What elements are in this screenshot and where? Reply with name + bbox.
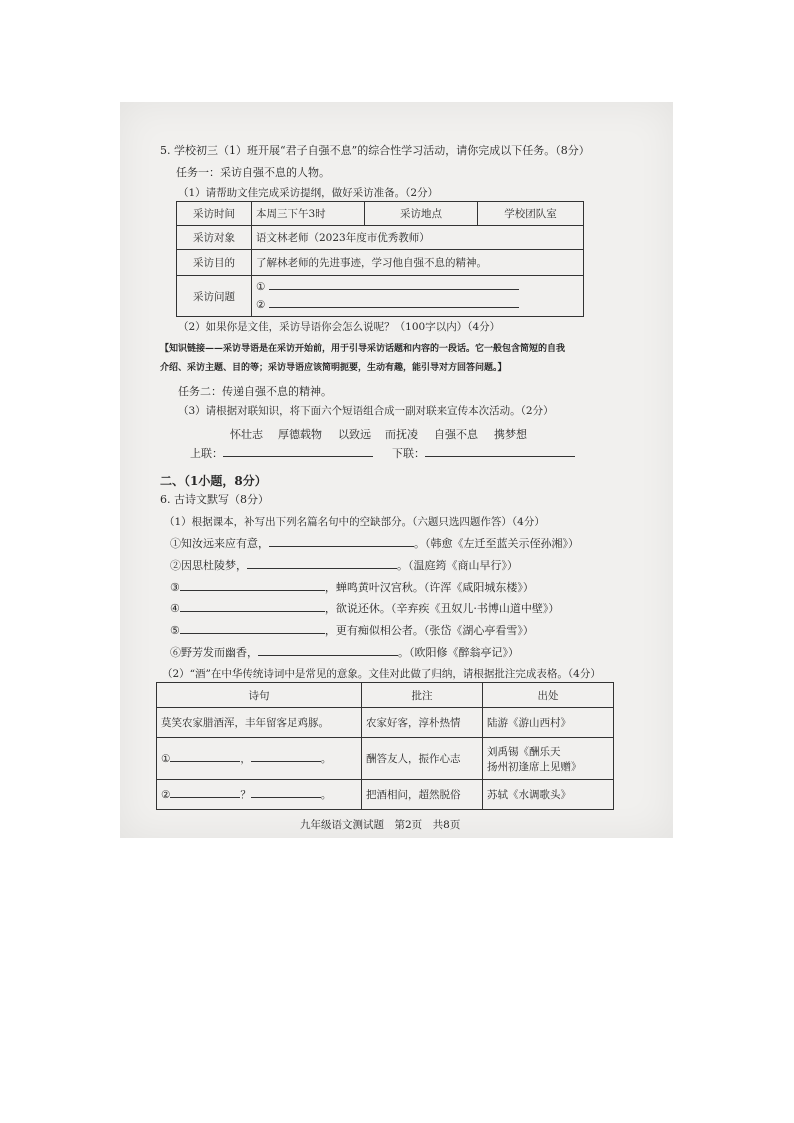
wine-row-3-note: 把酒相问，超然脱俗	[362, 780, 483, 810]
wine-row-3-source: 苏轼《水调歌头》	[483, 780, 614, 810]
purpose-label: 采访目的	[177, 250, 252, 276]
poem-line-6	[170, 645, 519, 660]
wine-row-3-mark: ②	[161, 789, 171, 801]
phrase-6: 携梦想	[494, 428, 527, 441]
wine-row-1-poem: 莫笑农家腊酒浑，丰年留客足鸡豚。	[157, 708, 362, 738]
poem-line-2-pre: ②因思杜陵梦，	[170, 559, 247, 572]
question-1-blank[interactable]	[269, 279, 519, 290]
poem-line-2-post: 。（温庭筠《商山早行》）	[397, 559, 518, 572]
q5-sub2: （2）如果你是文佳，采访导语你会怎么说呢？（100字以内）（4分）	[178, 321, 501, 333]
wine-header-note: 批注	[362, 683, 483, 708]
time-label: 采访时间	[177, 202, 252, 226]
wine-row-2-source-l1: 刘禹锡《酬乐天	[487, 745, 561, 758]
person-value: 语文林老师（2023年度市优秀教师）	[252, 226, 584, 250]
wine-row-2-blank-b[interactable]	[251, 751, 321, 762]
phrase-4: 而抚凌	[385, 428, 418, 441]
wine-row-3-blank-a[interactable]	[170, 787, 240, 798]
wine-row-2-sep2: 。	[320, 753, 332, 765]
poem-line-1	[170, 536, 579, 551]
wine-header-poem: 诗句	[157, 683, 362, 708]
poem-line-5-blank[interactable]	[180, 623, 325, 634]
place-value: 学校团队室	[478, 202, 584, 226]
poem-line-3-post: ，蝉鸣黄叶汉宫秋。（许浑《咸阳城东楼》）	[324, 581, 534, 594]
knowledge-line-2: 介绍、采访主题、目的等；采访导语应该简明扼要，生动有趣，能引导对方回答问题。】	[160, 363, 507, 373]
person-label: 采访对象	[177, 226, 252, 250]
wine-row-2-mark: ①	[161, 753, 171, 765]
poem-line-1-pre: ①知汝远来应有意，	[170, 537, 269, 550]
interview-table	[176, 201, 584, 317]
poem-line-6-post: 。（欧阳修《醉翁亭记》）	[398, 646, 519, 659]
q5-title: 5. 学校初三（1）班开展“君子自强不息”的综合性学习活动，请你完成以下任务。（8分）	[160, 144, 590, 157]
q5-sub3: （3）请根据对联知识，将下面六个短语组合成一副对联来宣传本次活动。（2分）	[178, 405, 554, 417]
poem-line-4-blank[interactable]	[180, 601, 325, 612]
q-mark-2: ②	[256, 299, 266, 311]
wine-row-2-sep1: ，	[240, 753, 251, 765]
wine-table	[156, 682, 614, 810]
poem-line-4-pre: ④	[170, 602, 180, 615]
upper-label: 上联：	[190, 447, 223, 460]
q5-sub1: （1）请帮助文佳完成采访提纲，做好采访准备。（2分）	[178, 187, 439, 199]
phrase-2: 厚德载物	[278, 428, 322, 441]
poem-line-6-pre: ⑥野芳发而幽香，	[170, 646, 258, 659]
time-value: 本周三下午3时	[252, 202, 365, 226]
poem-line-4-post: ，欲说还休。（辛弃疾《丑奴儿·书博山道中壁》）	[324, 602, 560, 615]
lower-couplet-blank[interactable]	[425, 446, 575, 457]
phrase-3: 以致远	[338, 428, 371, 441]
poem-line-3-blank[interactable]	[180, 580, 325, 591]
wine-row-1-source: 陆游《游山西村》	[483, 708, 614, 738]
wine-row-2-poem	[157, 738, 362, 780]
purpose-value: 了解林老师的先进事迹，学习他自强不息的精神。	[252, 250, 584, 276]
knowledge-line-1: 【知识链接——采访导语是在采访开始前，用于引导采访话题和内容的一段话。它一般包含简短的自我	[160, 344, 566, 354]
upper-couplet-row	[190, 446, 373, 461]
page-footer: 九年级语文测试题 第2页 共8页	[300, 819, 461, 831]
wine-row-1-note: 农家好客，淳朴热情	[362, 708, 483, 738]
q6-sub1: （1）根据课本，补写出下列名篇名句中的空缺部分。（六题只选四题作答）（4分）	[164, 516, 545, 528]
question-2-blank[interactable]	[269, 297, 519, 308]
q5-task1: 任务一：采访自强不息的人物。	[176, 166, 330, 179]
question-label: 采访问题	[177, 276, 252, 317]
poem-line-1-blank[interactable]	[269, 536, 414, 547]
wine-row-3-poem	[157, 780, 362, 810]
place-label: 采访地点	[365, 202, 478, 226]
q-mark-1: ①	[256, 281, 266, 293]
lower-couplet-row	[392, 446, 575, 461]
section2-heading: 二、（1小题，8分）	[160, 474, 267, 488]
poem-line-3	[170, 580, 534, 595]
wine-row-2-source-l2: 扬州初逢席上见赠》	[487, 760, 582, 773]
wine-row-3-blank-b[interactable]	[251, 787, 321, 798]
wine-row-2-note: 酬答友人，振作心志	[362, 738, 483, 780]
q5-task2: 任务二：传递自强不息的精神。	[178, 385, 332, 398]
poem-line-4	[170, 601, 559, 616]
poem-line-5	[170, 623, 534, 638]
exam-page-photo	[120, 102, 673, 838]
wine-header-source: 出处	[483, 683, 614, 708]
phrase-1: 怀壮志	[230, 428, 263, 441]
wine-row-3-sep2: 。	[320, 789, 332, 801]
phrase-5: 自强不息	[434, 428, 478, 441]
q6-title: 6. 古诗文默写（8分）	[160, 493, 269, 506]
q6-sub2: （2）“酒”在中华传统诗词中是常见的意象。文佳对此做了归纳，请根据批注完成表格。（4分）	[162, 668, 601, 680]
wine-row-2-blank-a[interactable]	[170, 751, 240, 762]
poem-line-1-post: 。（韩愈《左迁至蓝关示侄孙湘》）	[414, 537, 579, 550]
upper-couplet-blank[interactable]	[223, 446, 373, 457]
question-cell	[252, 276, 584, 317]
lower-label: 下联：	[392, 447, 425, 460]
wine-row-2-source	[483, 738, 614, 780]
poem-line-5-post: ，更有痴似相公者。（张岱《湖心亭看雪》）	[324, 624, 534, 637]
poem-line-6-blank[interactable]	[258, 645, 398, 656]
poem-line-2	[170, 558, 518, 573]
wine-row-3-sep1: ？	[240, 789, 251, 801]
poem-line-3-pre: ③	[170, 581, 180, 594]
poem-line-5-pre: ⑤	[170, 624, 180, 637]
poem-line-2-blank[interactable]	[247, 558, 397, 569]
